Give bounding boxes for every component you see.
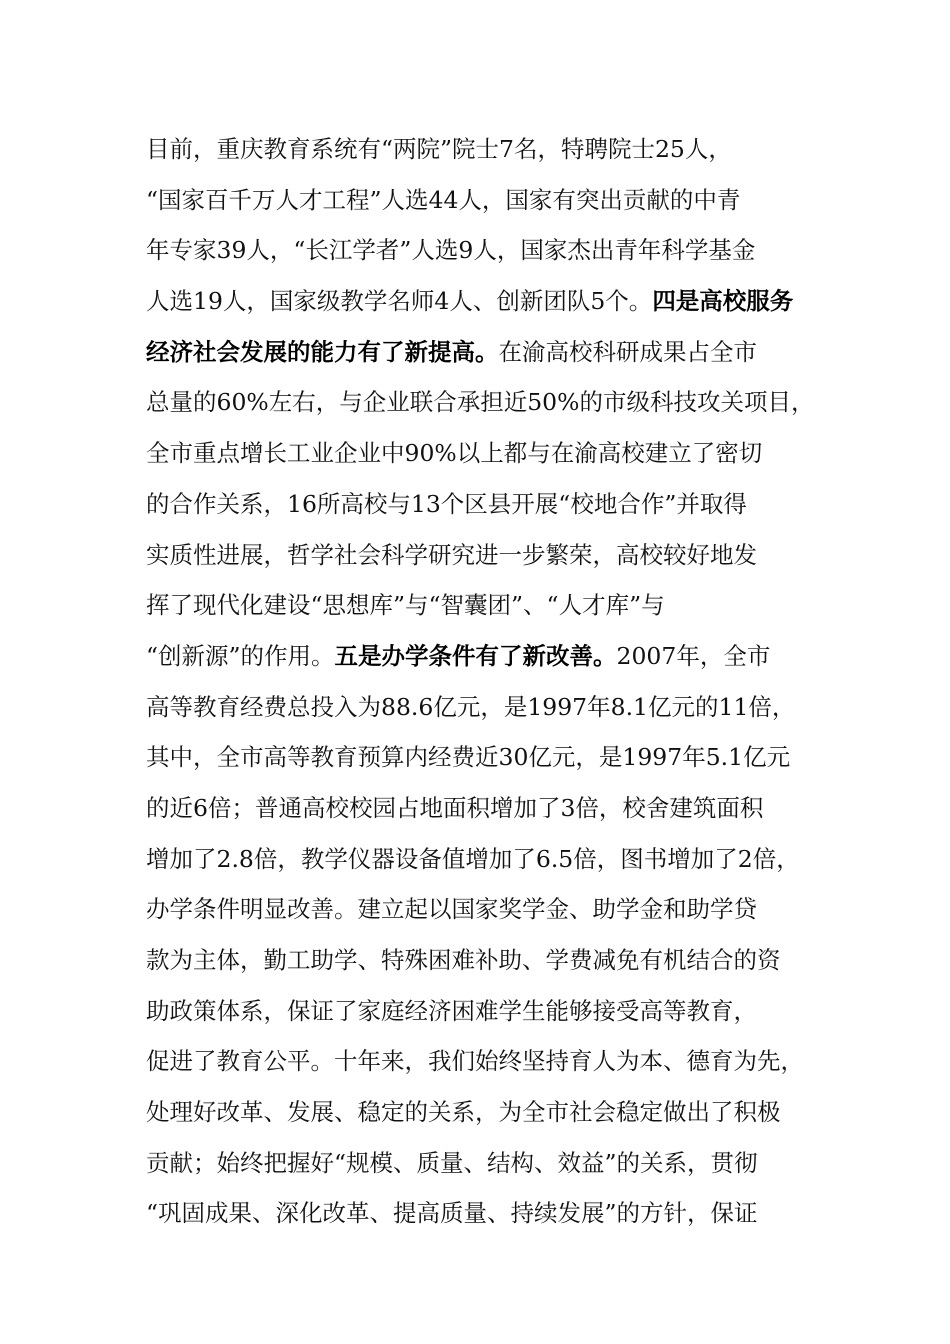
text-line bbox=[146, 682, 826, 733]
line-text: “国家百千万人才工程”人选44人，国家有突出贡献的中青 bbox=[146, 185, 741, 214]
body-text bbox=[146, 124, 826, 1239]
line-text: 的合作关系，16所高校与13个区县开展“校地合作”并取得 bbox=[146, 489, 747, 518]
line-text: 实质性进展，哲学社会科学研究进一步繁荣，高校较好地发 bbox=[146, 540, 757, 569]
bold-heading-text: 五是办学条件有了新改善。 bbox=[334, 641, 617, 670]
line-text: 目前，重庆教育系统有“两院”院士7名，特聘院士25人， bbox=[146, 135, 732, 163]
text-line bbox=[146, 479, 826, 530]
text-line bbox=[146, 1087, 826, 1138]
text-line bbox=[146, 124, 826, 175]
line-text: 在渝高校科研成果占全市 bbox=[498, 337, 757, 366]
text-line bbox=[146, 884, 826, 935]
line-text: 办学条件明显改善。建立起以国家奖学金、助学金和助学贷 bbox=[146, 895, 757, 924]
line-text: 款为主体，勤工助学、特殊困难补助、学费减免有机结合的资 bbox=[146, 946, 781, 974]
line-text: 年专家39人，“长江学者”人选9人，国家杰出青年科学基金 bbox=[146, 236, 756, 265]
line-text: 的近6倍；普通高校校园占地面积增加了3倍，校舍建筑面积 bbox=[146, 793, 764, 822]
line-text: 总量的60%左右，与企业联合承担近50%的市级科技攻关项目， bbox=[146, 388, 815, 417]
text-line bbox=[146, 986, 826, 1037]
text-line bbox=[146, 631, 826, 682]
text-line bbox=[146, 1138, 826, 1189]
text-line bbox=[146, 1188, 826, 1239]
line-text: 人选19人，国家级教学名师4人、创新团队5个。 bbox=[146, 287, 653, 316]
text-line bbox=[146, 783, 826, 834]
text-line bbox=[146, 377, 826, 428]
line-text: 全市重点增长工业企业中90%以上都与在渝高校建立了密切 bbox=[146, 439, 763, 468]
line-text: “创新源”的作用。 bbox=[146, 641, 335, 670]
text-line bbox=[146, 530, 826, 581]
line-text: 增加了2.8倍，教学仪器设备值增加了6.5倍，图书增加了2倍， bbox=[146, 844, 800, 873]
bold-heading-text: 四是高校服务 bbox=[652, 287, 794, 316]
text-line bbox=[146, 327, 826, 378]
text-line bbox=[146, 1036, 826, 1087]
line-text: 贡献；始终把握好“规模、质量、结构、效益”的关系，贯彻 bbox=[146, 1148, 758, 1177]
text-line bbox=[146, 834, 826, 885]
line-text: 挥了现代化建设“思想库”与“智囊团”、“人才库”与 bbox=[146, 591, 665, 620]
text-line bbox=[146, 175, 826, 226]
line-text: 2007年，全市 bbox=[616, 641, 771, 670]
line-text: 助政策体系，保证了家庭经济困难学生能够接受高等教育， bbox=[146, 996, 757, 1025]
text-line bbox=[146, 580, 826, 631]
line-text: 高等教育经费总投入为88.6亿元，是1997年8.1亿元的11倍， bbox=[146, 692, 796, 721]
line-text: 促进了教育公平。十年来，我们始终坚持育人为本、德育为先， bbox=[146, 1047, 804, 1076]
bold-heading-text: 经济社会发展的能力有了新提高。 bbox=[146, 337, 499, 366]
text-line bbox=[146, 225, 826, 276]
line-text: 其中，全市高等教育预算内经费近30亿元，是1997年5.1亿元 bbox=[146, 743, 791, 772]
text-line bbox=[146, 276, 826, 327]
line-text: “巩固成果、深化改革、提高质量、持续发展”的方针，保证 bbox=[146, 1199, 758, 1228]
line-text: 处理好改革、发展、稳定的关系，为全市社会稳定做出了积极 bbox=[146, 1098, 781, 1127]
text-line bbox=[146, 732, 826, 783]
text-line bbox=[146, 935, 826, 986]
text-line bbox=[146, 428, 826, 479]
